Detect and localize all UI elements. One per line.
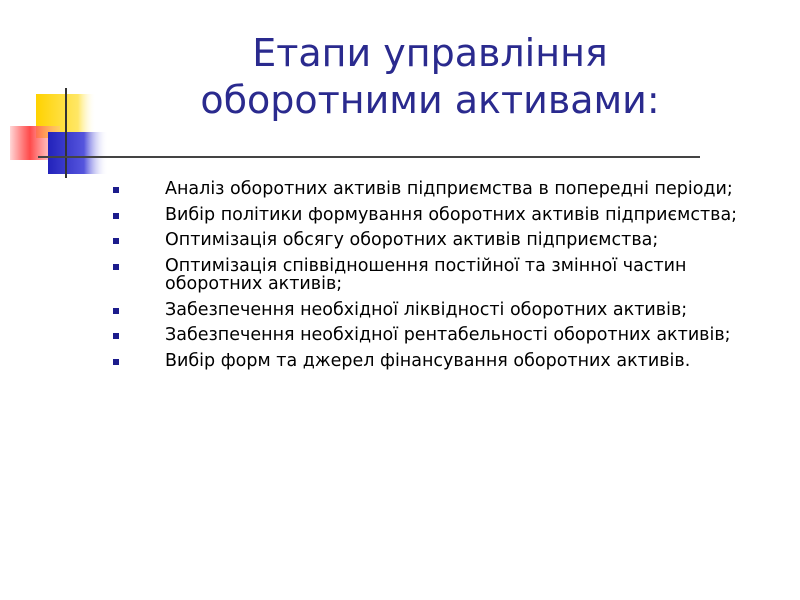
bullet-item <box>110 352 760 371</box>
blue-square <box>48 132 108 174</box>
square-bullet-icon <box>113 238 119 244</box>
square-bullet-icon <box>113 333 119 339</box>
square-bullet-icon <box>113 187 119 193</box>
title-line-2: оборотними активами: <box>200 78 660 122</box>
bullet-item <box>110 257 760 294</box>
bullet-item <box>110 206 760 225</box>
title-divider <box>38 156 700 158</box>
bullet-text: Забезпечення необхідної рентабельності оборотних активів; <box>165 325 731 345</box>
title-line-1: Етапи управління <box>252 31 608 75</box>
bullet-text: Аналіз оборотних активів підприємства в попередні періоди; <box>165 179 733 199</box>
bullet-item <box>110 180 760 199</box>
bullet-text: Вибір форм та джерел фінансування оборотних активів. <box>165 350 691 371</box>
bullet-item <box>110 301 760 320</box>
bullet-text: Вибір політики формування оборотних активів підприємства; <box>165 204 738 225</box>
square-bullet-icon <box>113 359 119 365</box>
slide-title <box>120 30 740 124</box>
bullet-text: Оптимізація співвідношення постійної та змінної частин оборотних активів; <box>165 255 687 294</box>
bullet-list <box>110 180 760 377</box>
square-bullet-icon <box>113 213 119 219</box>
square-bullet-icon <box>113 308 119 314</box>
bullet-text: Оптимізація обсягу оборотних активів підприємства; <box>165 230 659 250</box>
bullet-item <box>110 326 760 345</box>
bullet-item <box>110 231 760 250</box>
bullet-text: Забезпечення необхідної ліквідності оборотних активів; <box>165 299 688 320</box>
square-bullet-icon <box>113 264 119 270</box>
decorative-squares <box>0 0 130 190</box>
